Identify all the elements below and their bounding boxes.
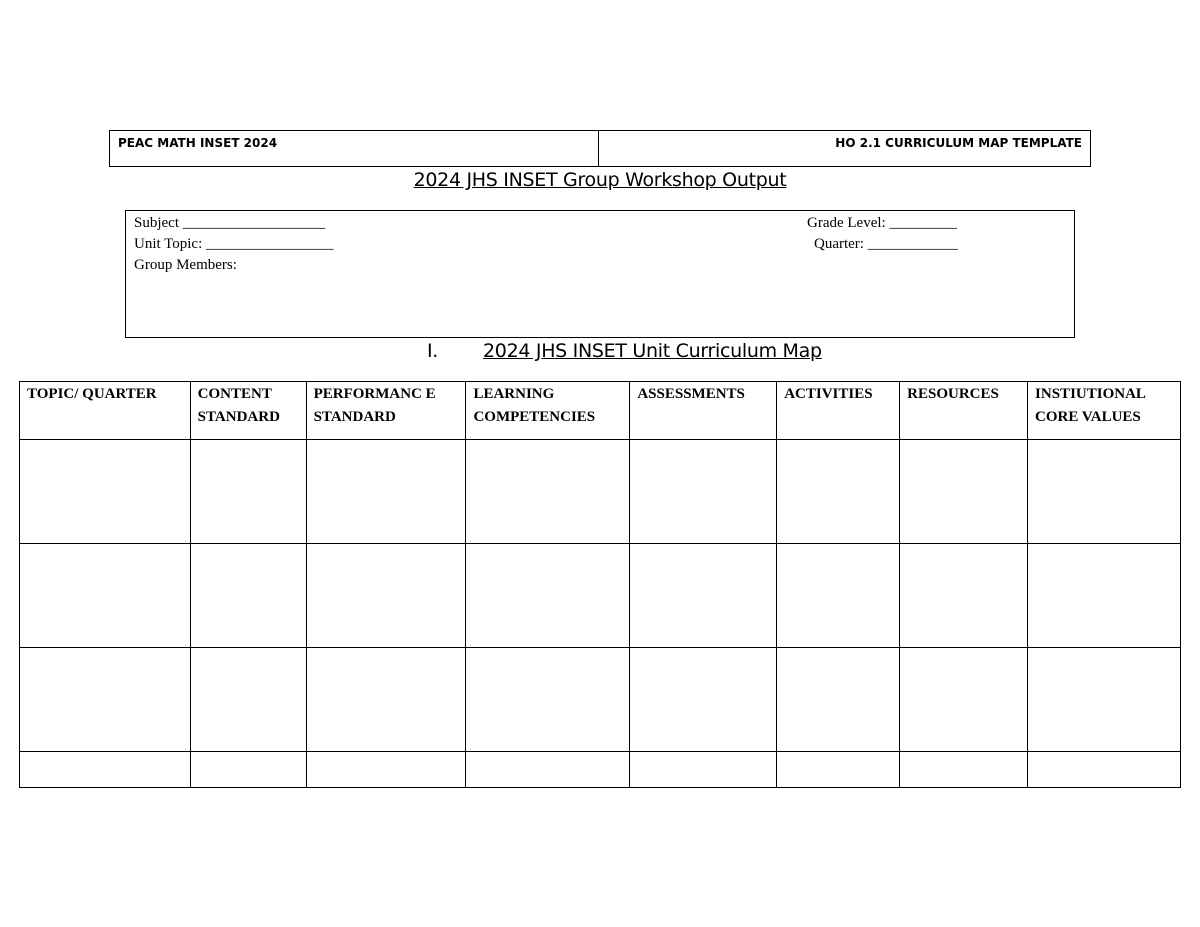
table-cell[interactable] — [630, 440, 777, 544]
table-cell[interactable] — [630, 544, 777, 648]
curriculum-map-table — [19, 381, 1181, 788]
table-cell[interactable] — [306, 440, 466, 544]
page-title: 2024 JHS INSET Group Workshop Output — [413, 169, 787, 191]
table-cell[interactable] — [900, 440, 1028, 544]
subject-field[interactable]: Subject ___________________ — [134, 215, 326, 231]
table-cell[interactable] — [777, 752, 900, 788]
table-cell[interactable] — [306, 544, 466, 648]
table-cell[interactable] — [306, 752, 466, 788]
column-header-resources: RESOURCES — [900, 382, 1028, 440]
table-row — [20, 648, 1181, 752]
document-header — [109, 130, 1091, 167]
table-cell[interactable] — [777, 440, 900, 544]
table-cell[interactable] — [900, 648, 1028, 752]
column-header-core-values: INSTIUTIONAL CORE VALUES — [1028, 382, 1181, 440]
header-left: PEAC MATH INSET 2024 — [110, 131, 599, 167]
table-cell[interactable] — [466, 648, 630, 752]
section-number: I. — [427, 340, 439, 362]
table-row — [20, 752, 1181, 788]
table-cell[interactable] — [630, 752, 777, 788]
table-cell[interactable] — [306, 648, 466, 752]
info-right-column — [807, 213, 958, 255]
section-title: 2024 JHS INSET Unit Curriculum Map — [483, 340, 822, 362]
column-header-topic-quarter: TOPIC/ QUARTER — [20, 382, 191, 440]
table-cell[interactable] — [20, 440, 191, 544]
info-left-column — [134, 213, 334, 276]
table-cell[interactable] — [20, 752, 191, 788]
table-cell[interactable] — [190, 752, 306, 788]
column-header-learning-competencies: LEARNING COMPETENCIES — [466, 382, 630, 440]
section-heading — [427, 340, 822, 362]
table-cell[interactable] — [20, 544, 191, 648]
unit-topic-field[interactable]: Unit Topic: _________________ — [134, 236, 334, 252]
quarter-field[interactable]: Quarter: ____________ — [814, 236, 958, 252]
table-cell[interactable] — [777, 544, 900, 648]
table-cell[interactable] — [1028, 648, 1181, 752]
grade-level-field[interactable]: Grade Level: _________ — [807, 215, 957, 231]
header-right: HO 2.1 CURRICULUM MAP TEMPLATE — [599, 131, 1091, 167]
group-info-box — [125, 210, 1075, 338]
table-cell[interactable] — [630, 648, 777, 752]
table-cell[interactable] — [777, 648, 900, 752]
table-cell[interactable] — [1028, 544, 1181, 648]
group-members-field[interactable]: Group Members: — [134, 257, 237, 273]
table-row — [20, 544, 1181, 648]
table-cell[interactable] — [1028, 752, 1181, 788]
column-header-assessments: ASSESSMENTS — [630, 382, 777, 440]
table-cell[interactable] — [900, 544, 1028, 648]
table-cell[interactable] — [20, 648, 191, 752]
table-cell[interactable] — [190, 544, 306, 648]
table-cell[interactable] — [466, 544, 630, 648]
table-cell[interactable] — [900, 752, 1028, 788]
table-cell[interactable] — [466, 752, 630, 788]
table-cell[interactable] — [1028, 440, 1181, 544]
table-cell[interactable] — [466, 440, 630, 544]
column-header-activities: ACTIVITIES — [777, 382, 900, 440]
table-cell[interactable] — [190, 440, 306, 544]
column-header-content-standard: CONTENT STANDARD — [190, 382, 306, 440]
table-header-row — [20, 382, 1181, 440]
table-row — [20, 440, 1181, 544]
table-cell[interactable] — [190, 648, 306, 752]
column-header-performance-standard: PERFORMANC E STANDARD — [306, 382, 466, 440]
